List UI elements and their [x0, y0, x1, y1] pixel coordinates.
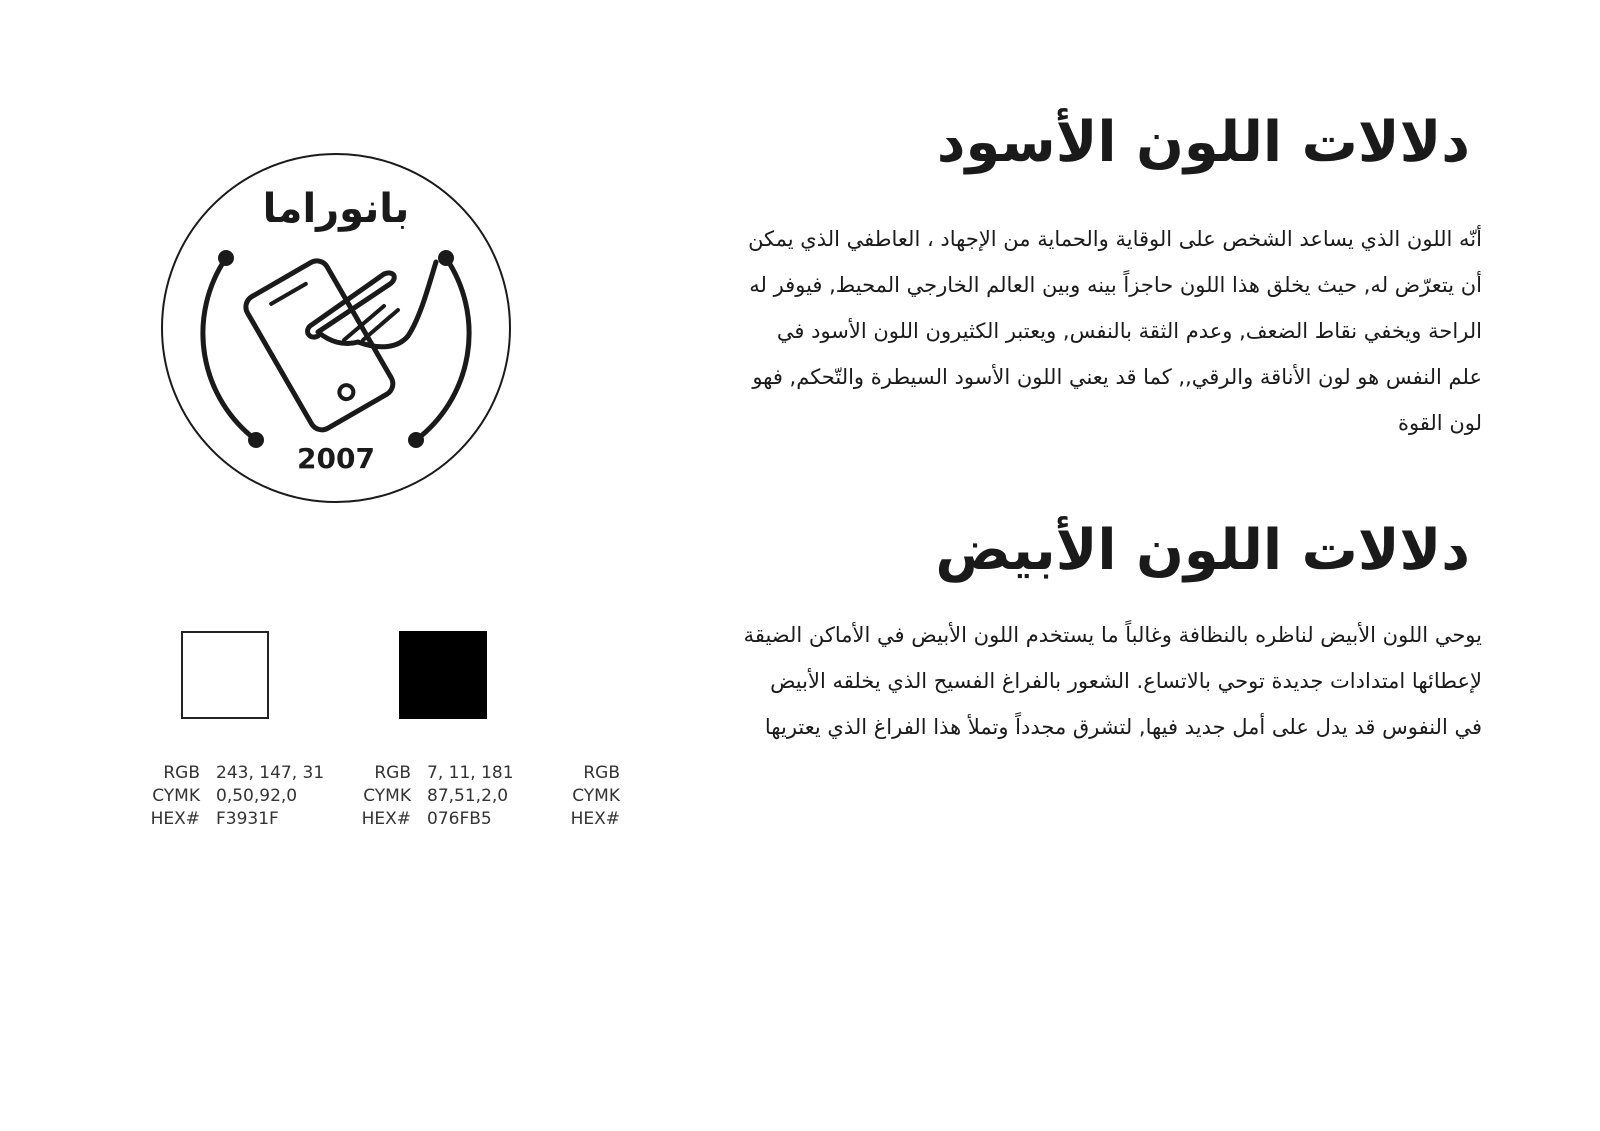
color-spec-3 [568, 762, 636, 831]
color-spec-1 [148, 762, 324, 831]
panorama-logo [158, 150, 514, 506]
rgb-label: RGB [163, 763, 200, 783]
hex-label: HEX# [361, 809, 411, 829]
black-section-heading: دلالات اللون الأسود [936, 110, 1470, 175]
cymk-value: 0,50,92,0 [216, 786, 298, 806]
logo-emblem [158, 150, 514, 506]
hex-value: 076FB5 [427, 809, 492, 829]
rgb-value: 243, 147, 31 [216, 763, 325, 783]
black-swatch [399, 631, 487, 719]
hex-label: HEX# [570, 809, 620, 829]
cymk-label: CYMK [152, 786, 200, 806]
cymk-label: CYMK [363, 786, 411, 806]
white-swatch [181, 631, 269, 719]
black-section-body: أنّه اللون الذي يساعد الشخص على الوقاية والحماية من الإجهاد ، العاطفي الذي يمكن أن يتعرّض له, حيث يخلق هذا اللون حاجزاً بينه وبين العالم الخارجي المحيط, فيوفر له الراحة ويخفي نقاط الضعف, وعدم الثقة بالنفس, ويعتبر الكثيرون اللون الأسود في علم النفس هو لون الأناقة والرقي,, كما قد يعني اللون الأسود السيطرة والتّحكم, فهو لون القوة [748, 227, 1482, 435]
hex-label: HEX# [150, 809, 200, 829]
white-section-body: يوحي اللون الأبيض لناظره بالنظافة وغالباً ما يستخدم اللون الأبيض في الأماكن الضيقة لإعطائها امتدادات جديدة توحي بالاتساع. الشعور بالفراغ الفسيح الذي يخلقه الأبيض في النفوس قد يدل على أمل جديد فيها, لتشرق مجدداً وتملأ هذا الفراغ الذي يعتريها [743, 623, 1482, 739]
black-color-section [742, 108, 1482, 446]
rgb-value: 7, 11, 181 [427, 763, 514, 783]
color-spec-2 [359, 762, 514, 831]
cymk-value: 87,51,2,0 [427, 786, 509, 806]
white-section-heading: دلالات اللون الأبيض [935, 518, 1470, 583]
hex-value: F3931F [216, 809, 279, 829]
rgb-label: RGB [374, 763, 411, 783]
brand-year: 2007 [297, 442, 375, 475]
white-color-section [742, 516, 1482, 750]
rgb-label: RGB [583, 763, 620, 783]
brand-name: بانوراما [262, 186, 410, 232]
cymk-label: CYMK [572, 786, 620, 806]
